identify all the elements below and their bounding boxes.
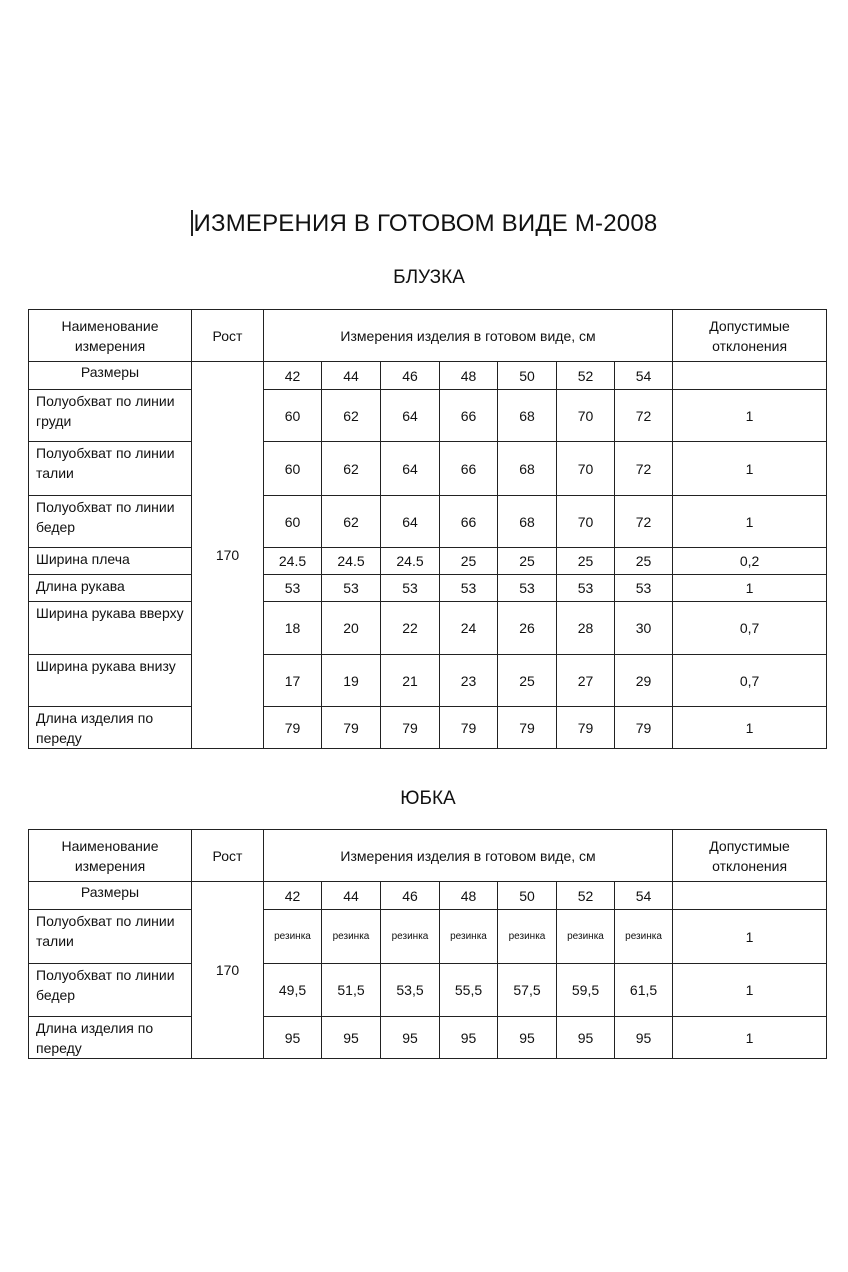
value-cell: 53 bbox=[498, 575, 557, 602]
row-name-cell: Полуобхват по линии груди bbox=[29, 390, 192, 442]
table-row bbox=[29, 910, 827, 964]
value-cell: 70 bbox=[557, 390, 615, 442]
header-measurements-cell: Измерения изделия в готовом виде, см bbox=[264, 310, 673, 362]
sizes-label-cell: Размеры bbox=[29, 362, 192, 390]
value-cell: 60 bbox=[264, 442, 322, 496]
value-cell: 24.5 bbox=[381, 548, 440, 575]
tolerance-cell: 1 bbox=[673, 575, 827, 602]
value-cell: 24 bbox=[440, 602, 498, 655]
value-cell: 79 bbox=[440, 707, 498, 749]
header-row bbox=[29, 310, 827, 362]
skirt-table bbox=[28, 829, 827, 1059]
value-cell: 20 bbox=[322, 602, 381, 655]
value-cell: 95 bbox=[264, 1017, 322, 1059]
blouse-section-title: БЛУЗКА bbox=[393, 267, 465, 288]
value-cell: резинка bbox=[557, 910, 615, 964]
value-cell: 57,5 bbox=[498, 964, 557, 1017]
value-cell: 79 bbox=[322, 707, 381, 749]
row-name-cell: Полуобхват по линии талии bbox=[29, 442, 192, 496]
sizes-label-cell: Размеры bbox=[29, 882, 192, 910]
value-cell: 62 bbox=[322, 442, 381, 496]
size-cell: 42 bbox=[264, 882, 322, 910]
value-cell: резинка bbox=[322, 910, 381, 964]
value-cell: 72 bbox=[615, 442, 673, 496]
value-cell: 66 bbox=[440, 496, 498, 548]
value-cell: 25 bbox=[440, 548, 498, 575]
size-cell: 54 bbox=[615, 362, 673, 390]
row-name-cell: Длина изделия по переду bbox=[29, 707, 192, 749]
document-title bbox=[0, 210, 848, 238]
height-value-cell: 170 bbox=[192, 882, 264, 1059]
value-cell: 49,5 bbox=[264, 964, 322, 1017]
value-cell: 72 bbox=[615, 390, 673, 442]
value-cell: 68 bbox=[498, 390, 557, 442]
value-cell: 61,5 bbox=[615, 964, 673, 1017]
value-cell: 60 bbox=[264, 390, 322, 442]
value-cell: 18 bbox=[264, 602, 322, 655]
tolerance-cell: 1 bbox=[673, 707, 827, 749]
value-cell: 24.5 bbox=[264, 548, 322, 575]
value-cell: 25 bbox=[498, 548, 557, 575]
value-cell: 53 bbox=[440, 575, 498, 602]
value-cell: 79 bbox=[615, 707, 673, 749]
value-cell: 53 bbox=[615, 575, 673, 602]
value-cell: 70 bbox=[557, 442, 615, 496]
value-cell: 64 bbox=[381, 390, 440, 442]
tolerance-cell: 0,2 bbox=[673, 548, 827, 575]
empty-tolerance-cell bbox=[673, 362, 827, 390]
table-row bbox=[29, 442, 827, 496]
value-cell: 17 bbox=[264, 655, 322, 707]
value-cell: 22 bbox=[381, 602, 440, 655]
value-cell: 64 bbox=[381, 442, 440, 496]
value-cell: 60 bbox=[264, 496, 322, 548]
value-cell: 95 bbox=[615, 1017, 673, 1059]
value-cell: 26 bbox=[498, 602, 557, 655]
row-name-cell: Ширина плеча bbox=[29, 548, 192, 575]
skirt-section-title: ЮБКА bbox=[400, 788, 456, 809]
document-title-text: ИЗМЕРЕНИЯ В ГОТОВОМ ВИДЕ М-2008 bbox=[193, 210, 658, 237]
row-name-cell: Ширина рукава внизу bbox=[29, 655, 192, 707]
size-cell: 44 bbox=[322, 362, 381, 390]
value-cell: 79 bbox=[557, 707, 615, 749]
header-row bbox=[29, 830, 827, 882]
value-cell: 25 bbox=[615, 548, 673, 575]
header-tolerance-cell: Допустимые отклонения bbox=[673, 830, 827, 882]
value-cell: 79 bbox=[264, 707, 322, 749]
value-cell: резинка bbox=[381, 910, 440, 964]
value-cell: 68 bbox=[498, 442, 557, 496]
value-cell: 95 bbox=[381, 1017, 440, 1059]
value-cell: 66 bbox=[440, 442, 498, 496]
value-cell: 95 bbox=[440, 1017, 498, 1059]
row-name-cell: Полуобхват по линии талии bbox=[29, 910, 192, 964]
value-cell: 59,5 bbox=[557, 964, 615, 1017]
text-cursor bbox=[191, 210, 193, 236]
value-cell: резинка bbox=[498, 910, 557, 964]
tolerance-cell: 1 bbox=[673, 910, 827, 964]
value-cell: 21 bbox=[381, 655, 440, 707]
size-cell: 48 bbox=[440, 362, 498, 390]
value-cell: 62 bbox=[322, 496, 381, 548]
value-cell: 66 bbox=[440, 390, 498, 442]
value-cell: 23 bbox=[440, 655, 498, 707]
table-row bbox=[29, 655, 827, 707]
table-row bbox=[29, 602, 827, 655]
value-cell: 53 bbox=[322, 575, 381, 602]
value-cell: 53,5 bbox=[381, 964, 440, 1017]
tolerance-cell: 0,7 bbox=[673, 655, 827, 707]
value-cell: 28 bbox=[557, 602, 615, 655]
value-cell: 70 bbox=[557, 496, 615, 548]
value-cell: 53 bbox=[264, 575, 322, 602]
value-cell: 64 bbox=[381, 496, 440, 548]
size-cell: 46 bbox=[381, 362, 440, 390]
size-cell: 52 bbox=[557, 362, 615, 390]
size-cell: 52 bbox=[557, 882, 615, 910]
value-cell: 25 bbox=[498, 655, 557, 707]
sizes-row bbox=[29, 362, 827, 390]
row-name-cell: Полуобхват по линии бедер bbox=[29, 964, 192, 1017]
header-name-cell: Наименование измерения bbox=[29, 310, 192, 362]
value-cell: 95 bbox=[557, 1017, 615, 1059]
table-row bbox=[29, 1017, 827, 1059]
blouse-table bbox=[28, 309, 827, 749]
value-cell: 95 bbox=[322, 1017, 381, 1059]
empty-tolerance-cell bbox=[673, 882, 827, 910]
header-measurements-cell: Измерения изделия в готовом виде, см bbox=[264, 830, 673, 882]
tolerance-cell: 0,7 bbox=[673, 602, 827, 655]
size-cell: 50 bbox=[498, 882, 557, 910]
row-name-cell: Ширина рукава вверху bbox=[29, 602, 192, 655]
value-cell: 25 bbox=[557, 548, 615, 575]
value-cell: 29 bbox=[615, 655, 673, 707]
value-cell: резинка bbox=[440, 910, 498, 964]
tolerance-cell: 1 bbox=[673, 390, 827, 442]
tolerance-cell: 1 bbox=[673, 442, 827, 496]
header-name-cell: Наименование измерения bbox=[29, 830, 192, 882]
value-cell: 24.5 bbox=[322, 548, 381, 575]
tolerance-cell: 1 bbox=[673, 496, 827, 548]
value-cell: 53 bbox=[557, 575, 615, 602]
row-name-cell: Длина изделия по переду bbox=[29, 1017, 192, 1059]
header-tolerance-cell: Допустимые отклонения bbox=[673, 310, 827, 362]
value-cell: 51,5 bbox=[322, 964, 381, 1017]
value-cell: 95 bbox=[498, 1017, 557, 1059]
height-value-cell: 170 bbox=[192, 362, 264, 749]
sizes-row bbox=[29, 882, 827, 910]
row-name-cell: Длина рукава bbox=[29, 575, 192, 602]
header-height-cell: Рост bbox=[192, 310, 264, 362]
size-cell: 46 bbox=[381, 882, 440, 910]
size-cell: 50 bbox=[498, 362, 557, 390]
table-row bbox=[29, 707, 827, 749]
table-row bbox=[29, 964, 827, 1017]
table-row bbox=[29, 575, 827, 602]
header-height-cell: Рост bbox=[192, 830, 264, 882]
size-cell: 44 bbox=[322, 882, 381, 910]
tolerance-cell: 1 bbox=[673, 964, 827, 1017]
value-cell: 79 bbox=[381, 707, 440, 749]
size-cell: 54 bbox=[615, 882, 673, 910]
size-cell: 48 bbox=[440, 882, 498, 910]
table-row bbox=[29, 390, 827, 442]
value-cell: 53 bbox=[381, 575, 440, 602]
table-row bbox=[29, 548, 827, 575]
value-cell: 79 bbox=[498, 707, 557, 749]
value-cell: резинка bbox=[615, 910, 673, 964]
tolerance-cell: 1 bbox=[673, 1017, 827, 1059]
value-cell: 62 bbox=[322, 390, 381, 442]
value-cell: резинка bbox=[264, 910, 322, 964]
value-cell: 19 bbox=[322, 655, 381, 707]
value-cell: 72 bbox=[615, 496, 673, 548]
row-name-cell: Полуобхват по линии бедер bbox=[29, 496, 192, 548]
table-row bbox=[29, 496, 827, 548]
value-cell: 68 bbox=[498, 496, 557, 548]
value-cell: 30 bbox=[615, 602, 673, 655]
value-cell: 27 bbox=[557, 655, 615, 707]
size-cell: 42 bbox=[264, 362, 322, 390]
value-cell: 55,5 bbox=[440, 964, 498, 1017]
